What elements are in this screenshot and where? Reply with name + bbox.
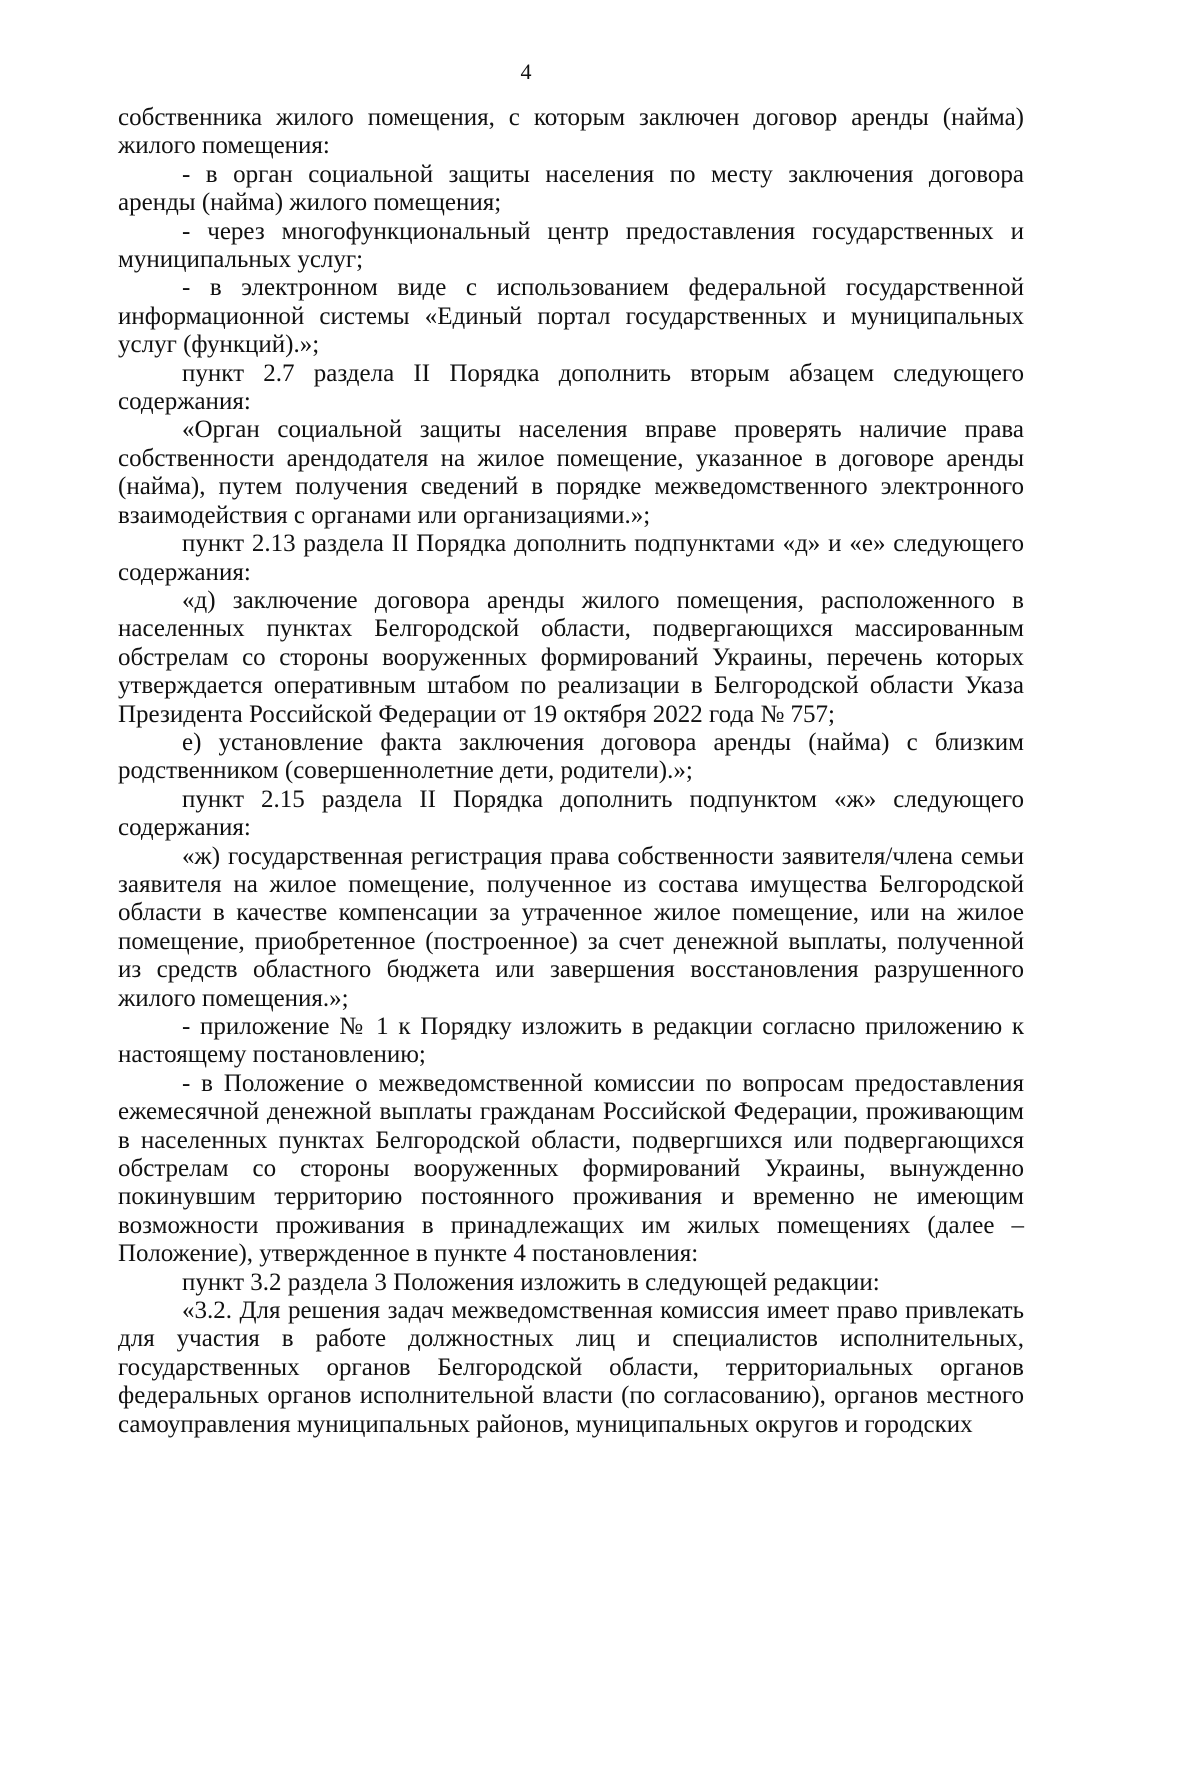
paragraph-subitem-e: е) установление факта заключения договора аренды (найма) с близким родственником (совершеннолетние дети, родители).»; [118, 728, 1024, 785]
paragraph-regulation-commission: - в Положение о межведомственной комиссии по вопросам предоставления ежемесячной денежной выплаты гражданам Российской Федерации, проживающим в населенных пунктах Белгородской области, подвергшихся или подвергающихся обстрелам со стороны вооруженных формирований Украины, вынужденно покинувшим территорию постоянного проживания и временно не имеющим возможности проживания в принадлежащих им жилых помещениях (далее – Положение), утвержденное в пункте 4 постановления: [118, 1069, 1024, 1268]
paragraph-continuation: собственника жилого помещения, с которым заключен договор аренды (найма) жилого помещения: [118, 104, 1024, 160]
paragraph-amend-2-13: пункт 2.13 раздела II Порядка дополнить подпунктами «д» и «е» следующего содержания: [118, 530, 1024, 586]
paragraph-appendix-1: - приложение № 1 к Порядку изложить в редакции согласно приложению к настоящему постановлению; [118, 1013, 1024, 1069]
paragraph-quote-3-2: «3.2. Для решения задач межведомственная комиссия имеет право привлекать для участия в работе должностных лиц и специалистов исполнительных, государственных органов Белгородской области, территориальных органов федеральных органов исполнительной власти (по согласованию), органов местного самоуправления муниципальных районов, муниципальных округов и городских [118, 1297, 1024, 1438]
paragraph-subitem-zh: «ж) государственная регистрация права собственности заявителя/члена семьи заявителя на жилое помещение, полученное из состава имущества Белгородской области в качестве компенсации за утраченное жилое помещение, или на жилое помещение, приобретенное (построенное) за счет денежной выплаты, полученной из средств областного бюджета или завершения восстановления разрушенного жилого помещения.»; [118, 842, 1024, 1012]
paragraph-amend-2-7: пункт 2.7 раздела II Порядка дополнить вторым абзацем следующего содержания: [118, 359, 1024, 416]
paragraph-item-electronic: - в электронном виде с использованием федеральной государственной информационной системы «Единый портал государственных и муниципальных услуг (функций).»; [118, 274, 1024, 359]
page-number: 4 [520, 59, 532, 84]
paragraph-amend-3-2: пункт 3.2 раздела 3 Положения изложить в следующей редакции: [182, 1268, 880, 1296]
paragraph-item-social-protection: - в орган социальной защиты населения по месту заключения договора аренды (найма) жилого помещения; [118, 160, 1024, 217]
paragraph-amend-2-15: пункт 2.15 раздела II Порядка дополнить подпунктом «ж» следующего содержания: [118, 785, 1024, 842]
paragraph-subitem-d: «д) заключение договора аренды жилого помещения, расположенного в населенных пунктах Белгородской области, подвергающихся массированным обстрелам со стороны вооруженных формирований Украины, перечень которых утверждается оперативным штабом по реализации в Белгородской области Указа Президента Российской Федерации от 19 октября 2022 года № 757; [118, 586, 1024, 728]
document-body [118, 104, 1024, 1439]
paragraph-item-mfc: - через многофункциональный центр предоставления государственных и муниципальных услуг; [118, 217, 1024, 274]
paragraph-quote-2-7: «Орган социальной защиты населения вправе проверять наличие права собственности арендодателя на жилое помещение, указанное в договоре аренды (найма), путем получения сведений в порядке межведомственного электронного взаимодействия с органами или организациями.»; [118, 416, 1024, 529]
